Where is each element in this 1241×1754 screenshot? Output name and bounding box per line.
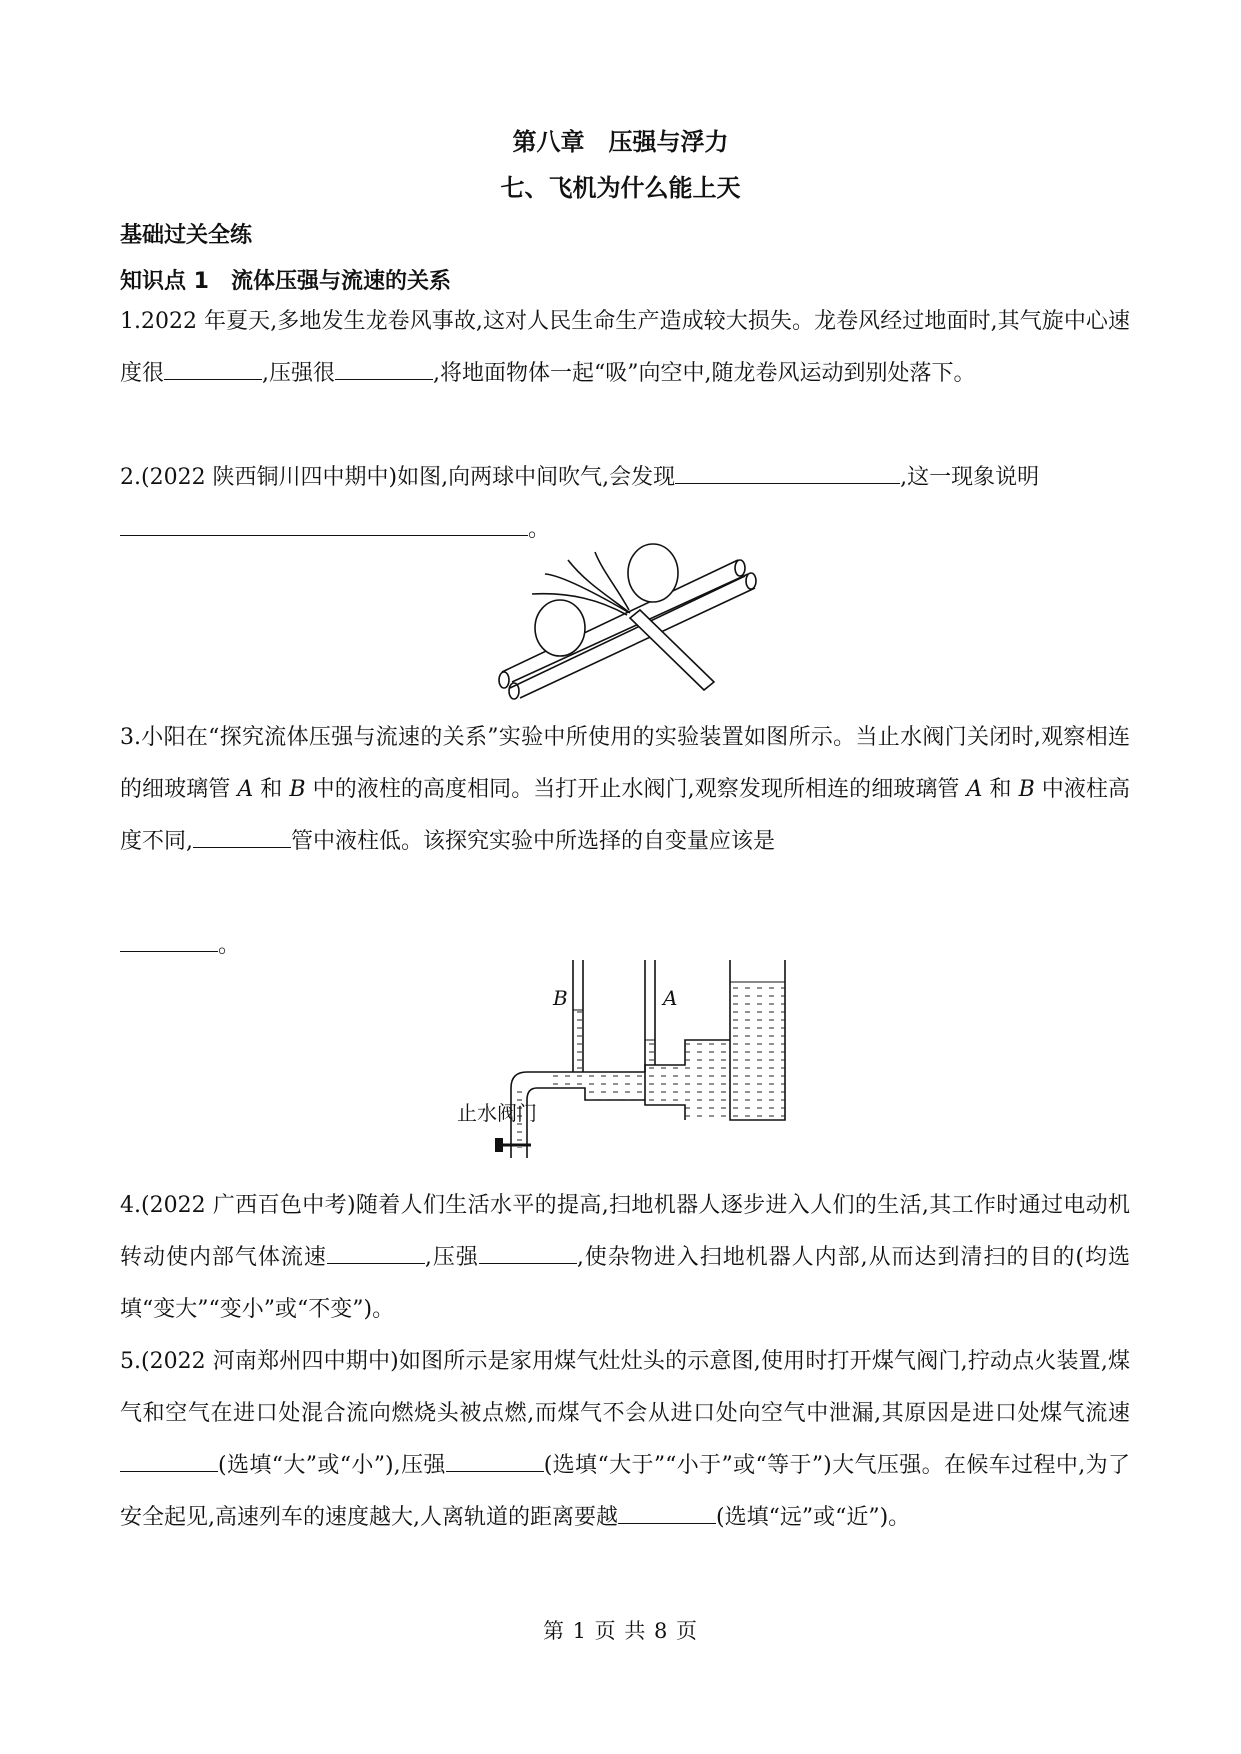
answer-blank[interactable]: [120, 929, 218, 952]
answer-blank[interactable]: [120, 1449, 218, 1472]
answer-blank[interactable]: [327, 1241, 425, 1264]
tube-b-label: B: [553, 986, 568, 1010]
answer-blank[interactable]: [335, 357, 433, 380]
question-4: 4.(2022 广西百色中考)随着人们生活水平的提高,扫地机器人逐步进入人们的生活,其工作时通过电动机转动使内部气体流速 ,压强 ,使杂物进入扫地机器人内部,从而达到清扫的目的(均选填“变大”“变小”或“不变”)。: [120, 1193, 1130, 1322]
answer-blank[interactable]: [675, 461, 900, 484]
chapter-title: 第八章 压强与浮力: [512, 128, 729, 156]
answer-blank[interactable]: [120, 513, 528, 536]
answer-blank[interactable]: [446, 1449, 544, 1472]
answer-blank[interactable]: [618, 1501, 716, 1524]
answer-blank[interactable]: [479, 1241, 577, 1264]
section-title: 七、飞机为什么能上天: [500, 174, 741, 202]
question-3: 3.小阳在“探究流体压强与流速的关系”实验中所使用的实验装置如图所示。当止水阀门关闭时,观察相连的细玻璃管 A 和 B 中的液柱的高度相同。当打开止水阀门,观察发现所相连的细玻璃管 A 和 B 中液柱高度不同, 管中液柱低。该探究实验中所选择的自变量应该是 。: [120, 725, 1130, 958]
practice-heading: 基础过关全练: [120, 223, 253, 248]
question-1: 1.2022 年夏天,多地发生龙卷风事故,这对人民生命生产造成较大损失。龙卷风经过地面时,其气旋中心速度很 ,压强很 ,将地面物体一起“吸”向空中,随龙卷风运动到别处落下。: [120, 309, 1130, 386]
two-balls-figure: [490, 530, 760, 700]
answer-blank[interactable]: [164, 357, 262, 380]
question-5: 5.(2022 河南郑州四中期中)如图所示是家用煤气灶灶头的示意图,使用时打开煤气阀门,拧动点火装置,煤气和空气在进口处混合流向燃烧头被点燃,而煤气不会从进口处向空气中泄漏,其原因是进口处煤气流速(选填“大”或“小”),压强 (选填“大于”“小于”或“等于”)大气压强。在候车过程中,为了安全起见,高速列车的速度越大,人离轨道的距离要越 (选填“远”或“近”)。: [120, 1349, 1130, 1530]
flow-apparatus-figure: [455, 960, 815, 1165]
knowledge-heading: 知识点 1 流体压强与流速的关系: [120, 269, 451, 294]
answer-blank[interactable]: [193, 825, 291, 848]
page-footer: 第 1 页 共 8 页: [542, 1619, 699, 1643]
tube-a-label: A: [663, 986, 678, 1010]
question-2: 2.(2022 陕西铜川四中期中)如图,向两球中间吹气,会发现 ,这一现象说明 。: [120, 452, 1130, 556]
valve-label: 止水阀门: [457, 1101, 537, 1125]
